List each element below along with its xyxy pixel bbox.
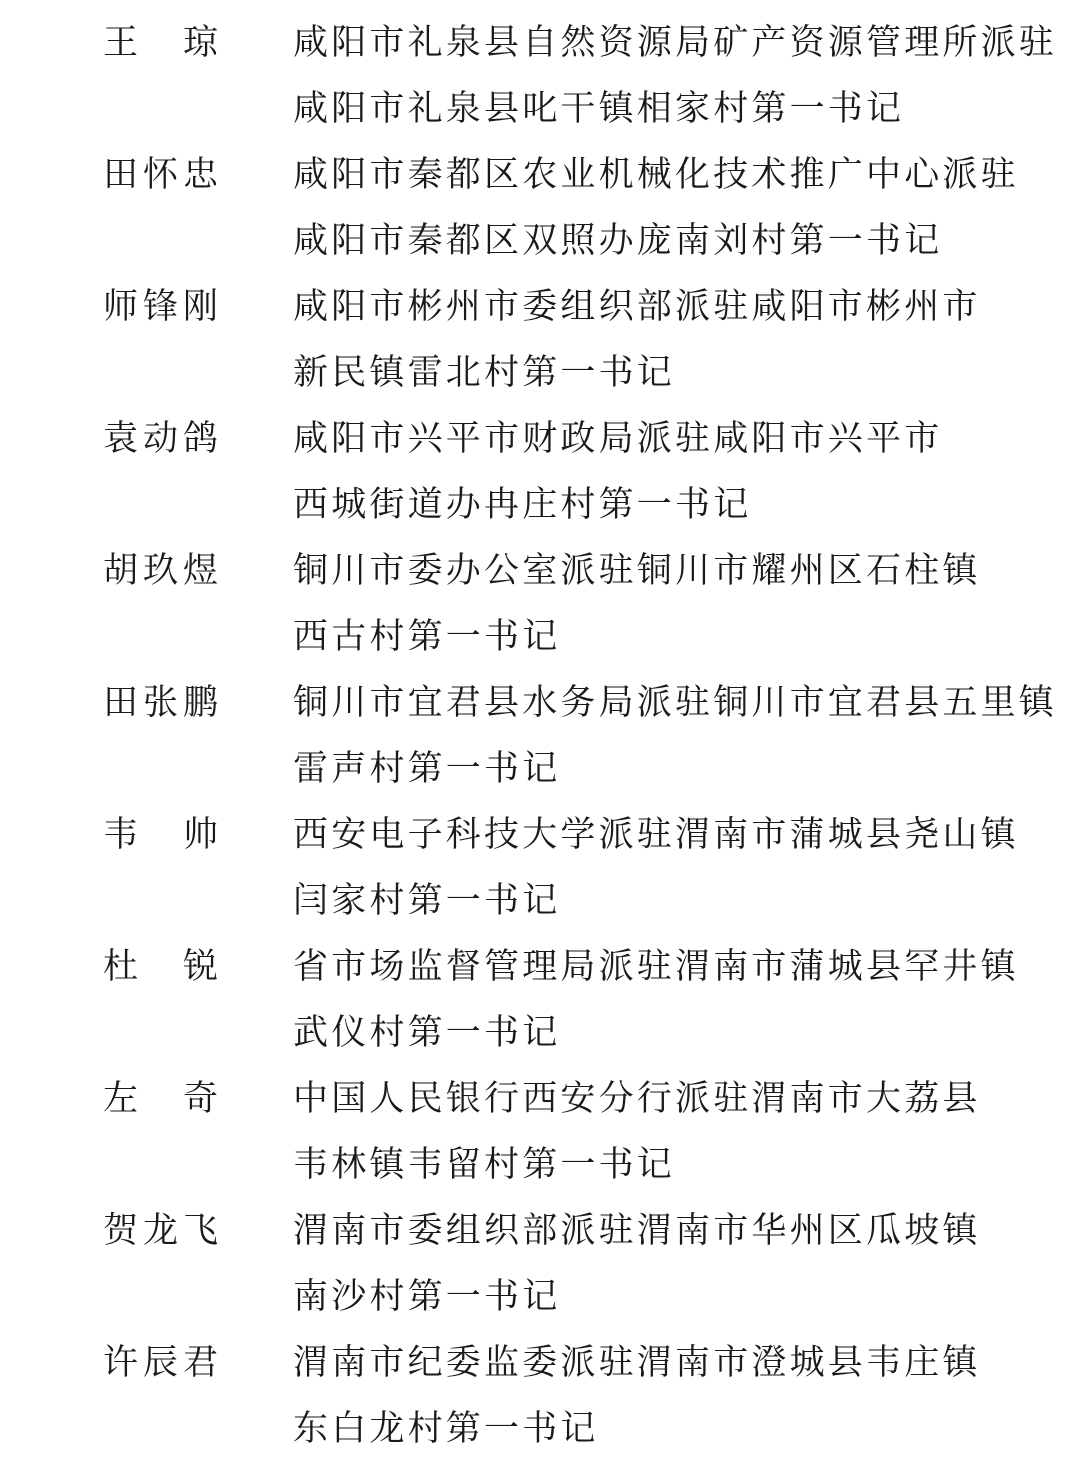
position-description [293, 538, 1053, 670]
position-line: 咸阳市礼泉县自然资源局矿产资源管理所派驻 [293, 23, 1058, 63]
list-item [0, 670, 1080, 802]
person-name-char: 鹏 [182, 683, 218, 723]
position-line: 渭南市纪委监委派驻渭南市澄城县韦庄镇 [293, 1343, 981, 1383]
list-item [0, 142, 1080, 274]
person-name-char: 师 [103, 287, 139, 327]
person-name-char: 玖 [142, 551, 178, 591]
position-line: 铜川市委办公室派驻铜川市耀州区石柱镇 [293, 551, 981, 591]
position-line: 西城街道办冉庄村第一书记 [293, 485, 752, 525]
position-description [293, 934, 1053, 1066]
position-line: 咸阳市兴平市财政局派驻咸阳市兴平市 [293, 419, 943, 459]
position-line: 渭南市委组织部派驻渭南市华州区瓜坡镇 [293, 1211, 981, 1251]
person-name-char: 袁 [103, 419, 139, 459]
position-line: 铜川市宜君县水务局派驻铜川市宜君县五里镇 [293, 683, 1058, 723]
person-name-char: 奇 [182, 1079, 218, 1119]
list-item [0, 538, 1080, 670]
person-name-char: 锐 [182, 947, 218, 987]
position-description [293, 10, 1058, 142]
person-name-char: 动 [142, 419, 178, 459]
list-item [0, 406, 1080, 538]
person-name-char: 辰 [142, 1343, 178, 1383]
position-line: 咸阳市彬州市委组织部派驻咸阳市彬州市 [293, 287, 981, 327]
person-name-char: 张 [142, 683, 178, 723]
person-name-char: 田 [103, 155, 139, 195]
position-line: 韦林镇韦留村第一书记 [293, 1145, 676, 1185]
position-description [293, 670, 1058, 802]
position-line: 咸阳市礼泉县叱干镇相家村第一书记 [293, 89, 905, 129]
person-name [103, 406, 218, 472]
position-description [293, 1066, 1053, 1198]
person-name [103, 934, 218, 1000]
person-name [103, 1330, 218, 1396]
list-item [0, 10, 1080, 142]
list-item [0, 1066, 1080, 1198]
person-name-char: 煜 [182, 551, 218, 591]
position-line: 西安电子科技大学派驻渭南市蒲城县尧山镇 [293, 815, 1019, 855]
person-name-char: 帅 [182, 815, 218, 855]
position-line: 咸阳市秦都区双照办庞南刘村第一书记 [293, 221, 943, 261]
list-item [0, 802, 1080, 934]
position-description [293, 1330, 1053, 1462]
person-name-char: 琼 [182, 23, 218, 63]
list-item [0, 1198, 1080, 1330]
person-name-char: 鸽 [182, 419, 218, 459]
position-line: 新民镇雷北村第一书记 [293, 353, 676, 393]
person-name [103, 1198, 218, 1264]
person-name-char: 龙 [142, 1211, 178, 1251]
position-line: 省市场监督管理局派驻渭南市蒲城县罕井镇 [293, 947, 1019, 987]
person-name-char: 杜 [103, 947, 139, 987]
person-name [103, 142, 218, 208]
list-item [0, 274, 1080, 406]
person-name-char: 左 [103, 1079, 139, 1119]
person-name-char: 忠 [182, 155, 218, 195]
person-name-char: 君 [182, 1343, 218, 1383]
position-line: 东白龙村第一书记 [293, 1409, 599, 1449]
position-description [293, 142, 1053, 274]
position-line: 武仪村第一书记 [293, 1013, 561, 1053]
person-name-char: 胡 [103, 551, 139, 591]
position-line: 咸阳市秦都区农业机械化技术推广中心派驻 [293, 155, 1019, 195]
person-name-char: 锋 [142, 287, 178, 327]
person-name [103, 10, 218, 76]
person-name-char: 刚 [182, 287, 218, 327]
position-description [293, 406, 1053, 538]
person-name [103, 670, 218, 736]
person-name [103, 1066, 218, 1132]
person-name-char: 贺 [103, 1211, 139, 1251]
list-item [0, 1330, 1080, 1462]
person-name [103, 274, 218, 340]
person-name-char: 怀 [142, 155, 178, 195]
person-name [103, 802, 218, 868]
person-name-char: 韦 [103, 815, 139, 855]
position-description [293, 802, 1053, 934]
person-name-char: 王 [103, 23, 139, 63]
person-name-char: 许 [103, 1343, 139, 1383]
appointment-list [0, 10, 1080, 1462]
position-description [293, 274, 1053, 406]
person-name [103, 538, 218, 604]
position-line: 雷声村第一书记 [293, 749, 561, 789]
position-line: 南沙村第一书记 [293, 1277, 561, 1317]
position-line: 西古村第一书记 [293, 617, 561, 657]
position-description [293, 1198, 1053, 1330]
position-line: 中国人民银行西安分行派驻渭南市大荔县 [293, 1079, 981, 1119]
position-line: 闫家村第一书记 [293, 881, 561, 921]
person-name-char: 田 [103, 683, 139, 723]
list-item [0, 934, 1080, 1066]
person-name-char: 飞 [182, 1211, 218, 1251]
